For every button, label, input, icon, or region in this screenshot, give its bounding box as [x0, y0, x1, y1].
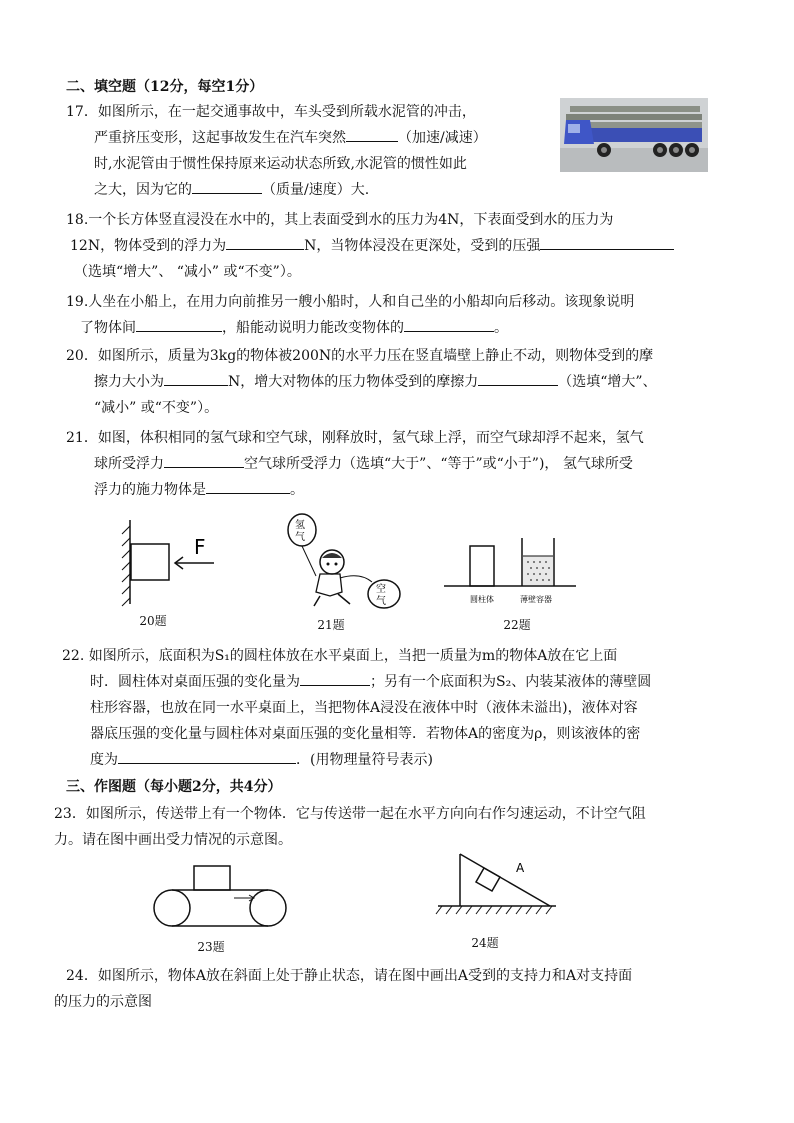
q20-line3: “减小” 或“不变”）。: [94, 400, 219, 416]
figure-24-caption: 24题: [471, 936, 499, 950]
q22-line1: [62, 642, 617, 670]
figure-24-incline: [432, 846, 562, 922]
q20-line2: [94, 368, 657, 396]
q21-line1: 21．如图，体积相同的氢气球和空气球，刚释放时，氢气球上浮，而空气球却浮不起来，氢气: [66, 430, 644, 446]
figure-21-caption: 21题: [317, 618, 345, 632]
q24-line1: 24．如图所示，物体A放在斜面上处于静止状态，请在图中画出A受到的支持力和A对支持面: [66, 968, 633, 984]
q20-option: （选填“增大”、: [558, 374, 657, 390]
balloon-air-label: 空: [376, 584, 386, 595]
q19-line1: 19.人坐在小船上，在用力向前推另一艘小船时，人和自己坐的小船却向后移动。该现象说明: [66, 294, 635, 310]
truck-accident-photo: [560, 98, 708, 172]
q21-line3: [94, 476, 304, 504]
section-title-draw: 三、作图题（每小题2分，共4分）: [66, 779, 282, 795]
q17-blank-1[interactable]: [346, 125, 398, 142]
q17-line4: [94, 176, 369, 204]
q20-text: 擦力大小为: [94, 374, 164, 390]
q17-text: 严重挤压变形，这起事故发生在汽车突然: [94, 130, 346, 146]
q18-line3: （选填“增大”、 “减小” 或“不变”）。: [74, 264, 301, 280]
q18-line2: [70, 232, 674, 260]
q19-blank-2[interactable]: [404, 315, 494, 332]
figure-23-conveyor-belt: [150, 862, 290, 932]
q24-line2: 的压力的示意图: [54, 994, 152, 1010]
q20-blank-2[interactable]: [478, 369, 558, 386]
truck-illustration: [560, 98, 708, 172]
label-cylinder: 圆柱体: [470, 595, 494, 604]
q18-blank-2[interactable]: [540, 233, 674, 250]
block-label-a: A: [516, 861, 525, 875]
q19-blank-1[interactable]: [136, 315, 222, 332]
balloon-air-label-2: 气: [376, 596, 386, 607]
q22-line2: [90, 668, 651, 696]
q23-line1: 23．如图所示，传送带上有一个物体．它与传送带一起在水平方向向右作匀速运动，不计空气阻: [54, 806, 646, 822]
q17-option: （质量/速度）大.: [262, 182, 370, 198]
balloon-hydrogen-label-2: 气: [295, 532, 305, 543]
q22-line3: 柱形容器，也放在同一水平桌面上，当把物体A浸没在液体中时（液体未溢出)，液体对容: [90, 700, 638, 716]
q22-text: 如图所示，底面积为S₁的圆柱体放在水平桌面上，当把一质量为m的物体A放在它上面: [88, 648, 618, 664]
q22-line4: 器底压强的变化量与圆柱体对桌面压强的变化量相等．若物体A的密度为ρ，则该液体的密: [90, 726, 641, 742]
section-title-fill: 二、填空题（12分，每空1分）: [66, 79, 264, 95]
q19-text: 。: [494, 320, 508, 336]
q21-blank-2[interactable]: [206, 477, 290, 494]
q22-blank-2[interactable]: [118, 747, 296, 764]
q21-text: 浮力的施力物体是: [94, 482, 206, 498]
q18-line1: 18.一个长方体竖直浸没在水中的，其上表面受到水的压力为4N，下表面受到水的压力为: [66, 212, 614, 228]
q20-text: N，增大对物体的压力物体受到的摩擦力: [228, 374, 479, 390]
q18-text: 12N，物体受到的浮力为: [70, 238, 227, 254]
figure-20-caption: 20题: [139, 614, 167, 628]
figure-20-wall-block: [120, 516, 230, 608]
q18-blank-1[interactable]: [226, 233, 304, 250]
q20-line1: 20．如图所示，质量为3kg的物体被200N的水平力压在竖直墙壁上静止不动，则物体受到的摩: [66, 348, 654, 364]
q17-line1: 17．如图所示，在一起交通事故中，车头受到所载水泥管的冲击，: [66, 104, 476, 120]
q17-option: （加速/减速）: [398, 130, 487, 146]
figure-21-balloons: [280, 512, 410, 612]
q23-line2: 力。请在图中画出受力情况的示意图。: [54, 832, 292, 848]
q22-blank-1[interactable]: [300, 669, 370, 686]
balloon-hydrogen-label: 氢: [295, 520, 305, 531]
q17-line2: [94, 124, 487, 152]
figure-22-cylinder-container: [440, 532, 580, 612]
force-label-f: F: [194, 535, 206, 559]
q17-blank-2[interactable]: [192, 177, 262, 194]
q19-line2: [80, 314, 508, 342]
q17-text: 之大，因为它的: [94, 182, 192, 198]
q21-text: 空气球所受浮力（选填“大于”、“等于”或“小于”)， 氢气球所受: [244, 456, 633, 472]
q20-blank-1[interactable]: [164, 369, 228, 386]
q22-text: 时．圆柱体对桌面压强的变化量为: [90, 674, 300, 690]
figure-23-caption: 23题: [197, 940, 225, 954]
q21-line2: [94, 450, 633, 478]
q17-line3: 时,水泥管由于惯性保持原来运动状态所致,水泥管的惯性如此: [94, 156, 467, 172]
label-thin-container: 薄壁容器: [520, 595, 552, 604]
q21-text: 。: [290, 482, 304, 498]
q19-text: ，船能动说明力能改变物体的: [222, 320, 404, 336]
q21-blank-1[interactable]: [164, 451, 244, 468]
q21-text: 球所受浮力: [94, 456, 164, 472]
q22-text: 度为: [90, 752, 118, 768]
q18-text: N，当物体浸没在更深处，受到的压强: [304, 238, 541, 254]
figure-22-caption: 22题: [503, 618, 531, 632]
q19-text: 了物体间: [80, 320, 136, 336]
q22-text: ；另有一个底面积为S₂、内装某液体的薄壁圆: [370, 674, 652, 690]
q22-text: ．(用物理量符号表示): [296, 752, 433, 768]
q22-line5: [90, 746, 433, 774]
q22-number: 22.: [62, 648, 85, 664]
